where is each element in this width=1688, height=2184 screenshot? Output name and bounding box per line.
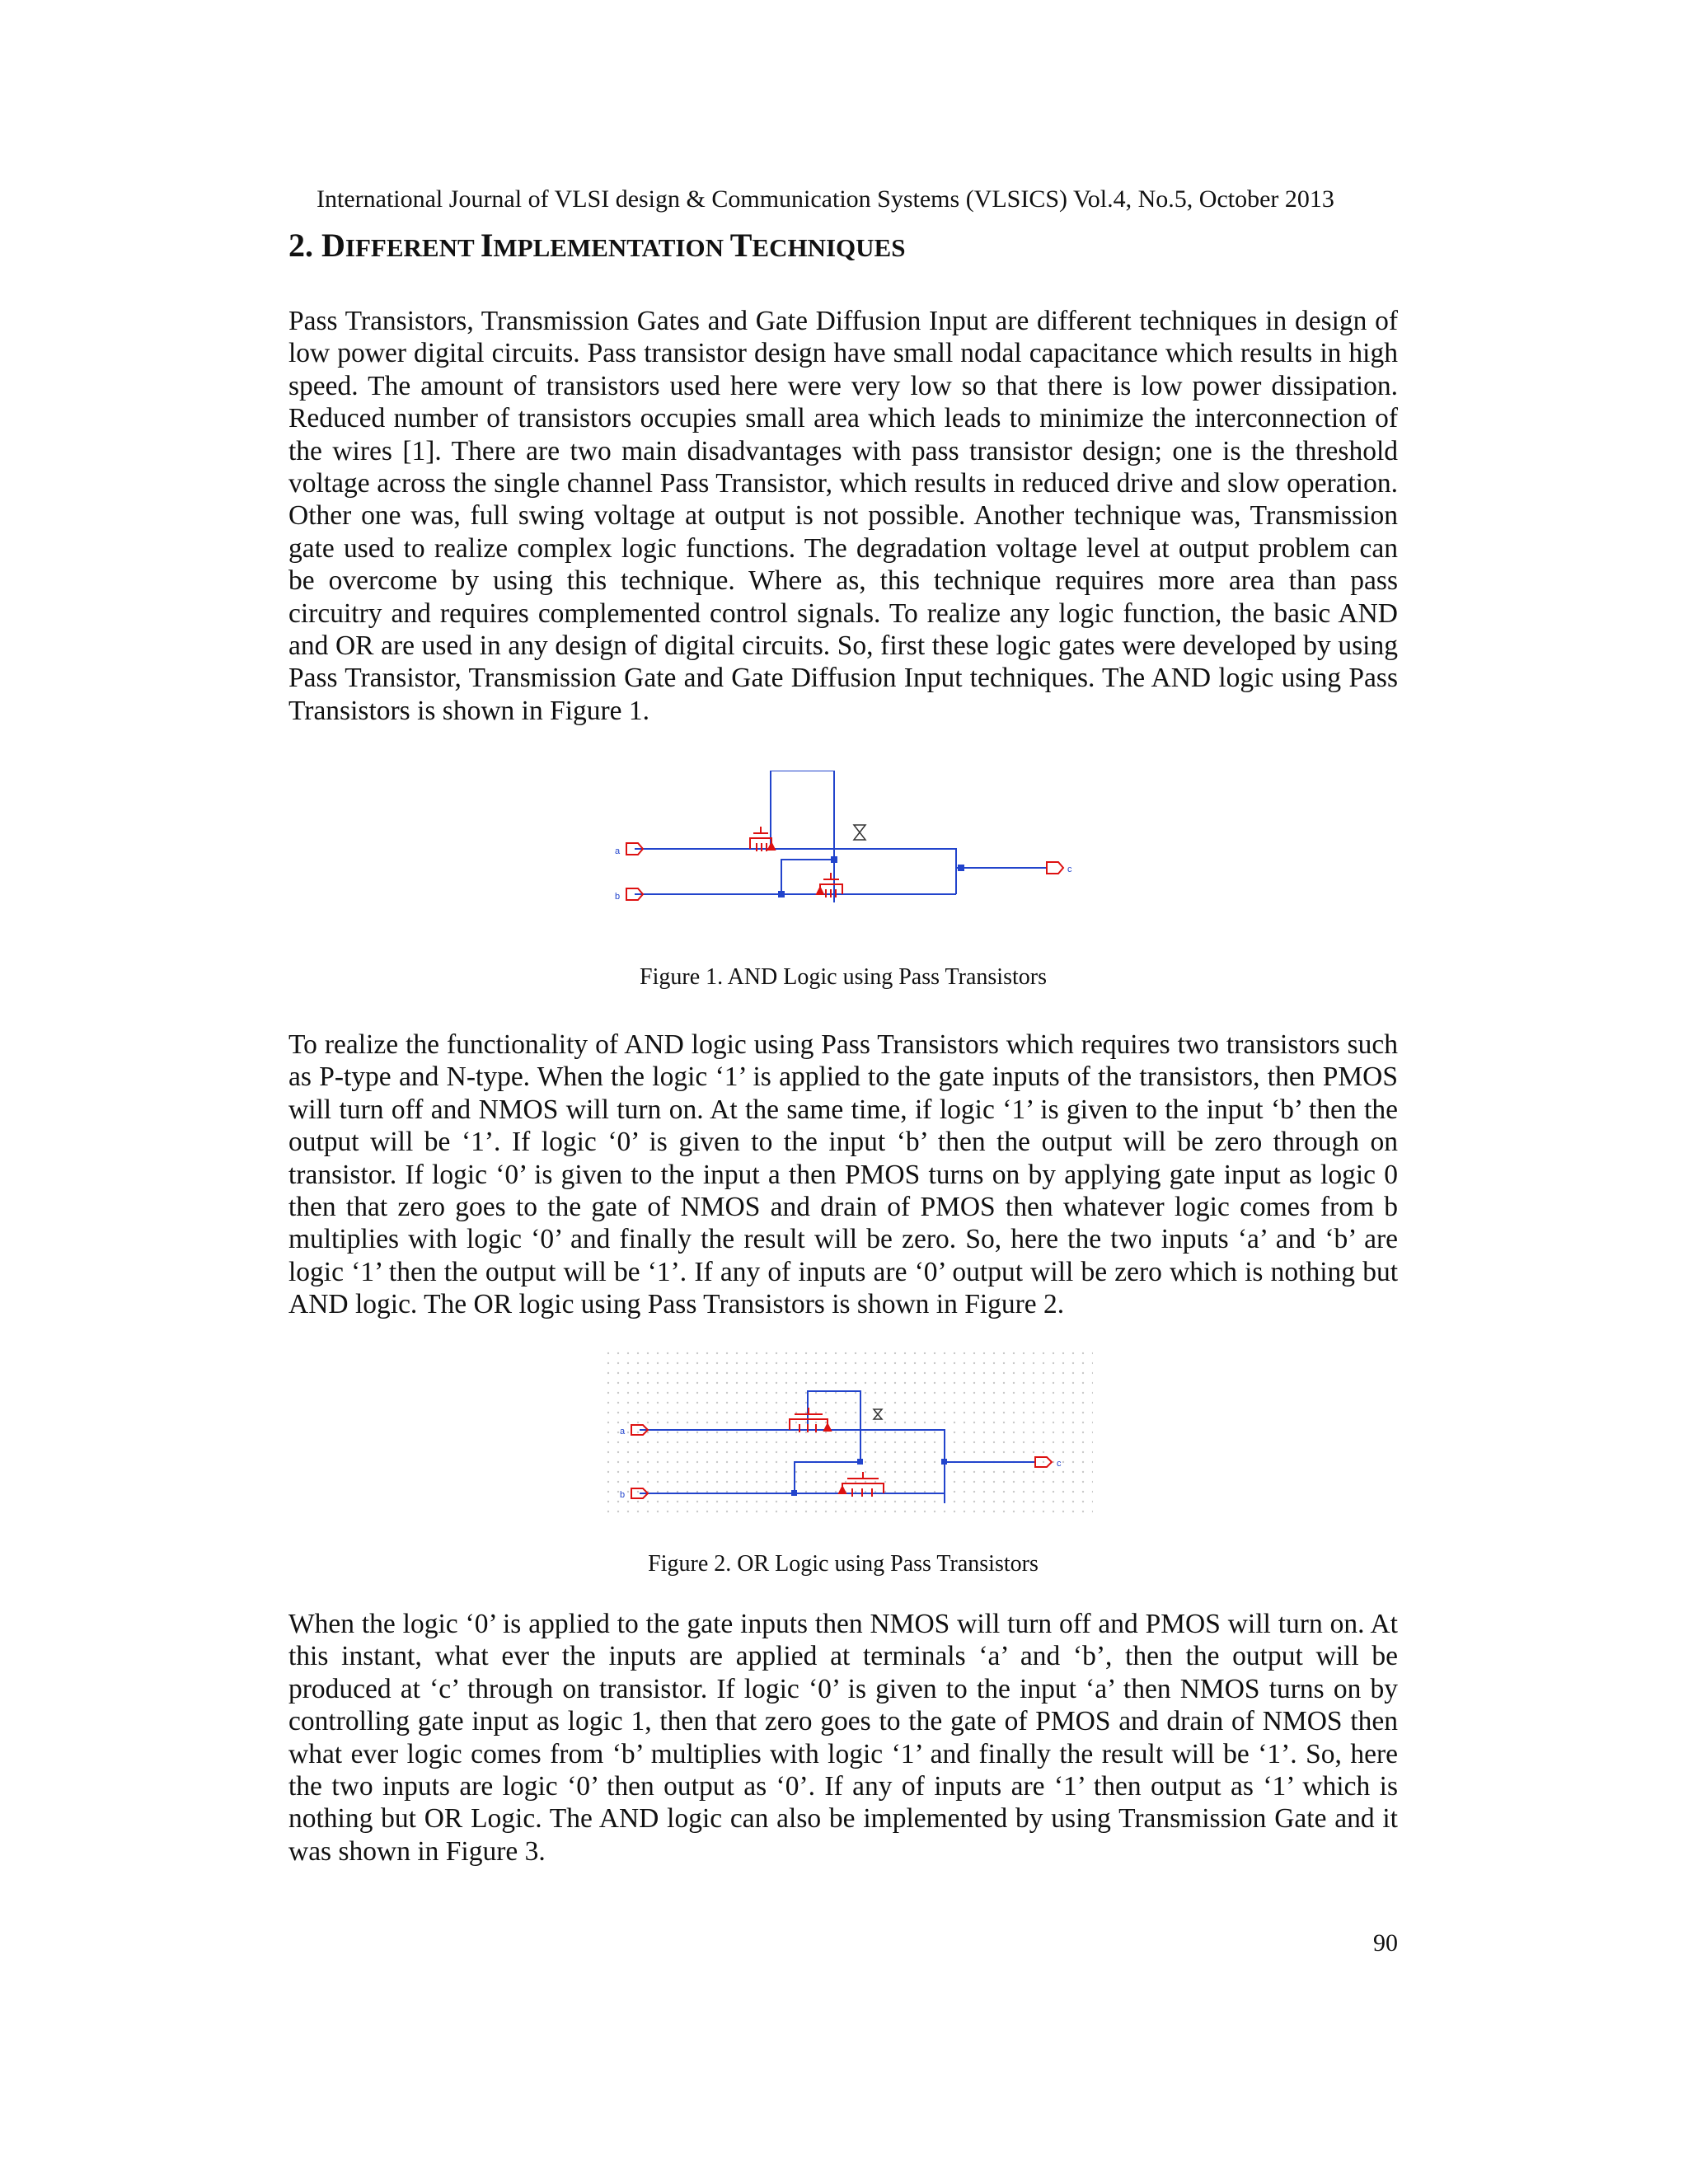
pin-label-b: b <box>615 892 621 902</box>
junction-dot <box>831 856 837 863</box>
page-number: 90 <box>1373 1929 1398 1957</box>
wire-loop <box>771 771 834 902</box>
pin-label-c: c <box>1067 865 1072 874</box>
pin-label-a: a <box>615 846 621 856</box>
figure-2-caption: Figure 2. OR Logic using Pass Transistors <box>648 1551 1039 1577</box>
wire-gate <box>781 860 834 894</box>
junction-dot <box>941 1459 947 1465</box>
junction-dot <box>791 1490 797 1496</box>
body-paragraph: To realize the functionality of AND logic using Pass Transistors which requires two transistors such as P-type and N-type. When the logic ‘1’ is applied to the gate inputs of the transistors, then PMOS will turn off and NMOS will turn on. At the same time, if logic ‘1’ is given to the input ‘b’ then the output will be ‘1’. If logic ‘0’ is given to the input ‘b’ then the output will be zero through on transistor. If logic ‘0’ is given to the input a then PMOS turns on by applying gate input as logic 0 then that zero goes to the gate of NMOS and drain of PMOS then whatever logic comes from b multiplies with logic ‘0’ and finally the result will be zero. So, here the two inputs ‘a’ and ‘b’ are logic ‘1’ then the output will be ‘1’. If any of inputs are ‘0’ output will be zero which is nothing but AND logic. The OR logic using Pass Transistors is shown in Figure 2. <box>288 1029 1398 1320</box>
figure-1-caption: Figure 1. AND Logic using Pass Transistors <box>640 964 1047 990</box>
body-paragraph: When the logic ‘0’ is applied to the gate inputs then NMOS will turn off and PMOS will turn on. At this instant, what ever the inputs are applied at terminals ‘a’ and ‘b’, then the output will be produced at ‘c’ through on transistor. If logic ‘0’ is given to the input ‘a’ then NMOS turns on by controlling gate input as logic 1, then that zero goes to the gate of PMOS and drain of NMOS then what ever logic comes from ‘b’ multiplies with logic ‘1’ and finally the result will be ‘1’. So, here the two inputs are logic ‘0’ then output as ‘0’. If any of inputs are ‘1’ then output as ‘1’ which is nothing but OR Logic. The AND logic can also be implemented by using Transmission Gate and it was shown in Figure 3. <box>288 1609 1398 1867</box>
running-header: International Journal of VLSI design & Communication Systems (VLSICS) Vol.4, No.5, October 2013 <box>316 185 1334 213</box>
output-pin-c <box>1047 862 1063 874</box>
section-number: 2. <box>288 227 321 264</box>
pin-label-b: b <box>620 1490 626 1500</box>
junction-dot <box>958 865 964 871</box>
schematic-grid <box>607 1352 1093 1516</box>
section-title: 2. DIFFERENT IMPLEMENTATION TECHNIQUES <box>288 227 906 264</box>
figure-1-schematic <box>610 771 1088 919</box>
body-paragraph: Pass Transistors, Transmission Gates and Gate Diffusion Input are different techniques in design of low power digital circuits. Pass transistor design have small nodal capacitance which results in high speed. The amount of transistors used here were very low so that there is low power dissipation. Reduced number of transistors occupies small area which leads to minimize the interconnection of the wires [1]. There are two main disadvantages with pass transistor design; one is the threshold voltage across the single channel Pass Transistor, which results in reduced drive and slow operation. Other one was, full swing voltage at output is not possible. Another technique was, Transmission gate used to realize complex logic functions. The degradation voltage level at output problem can be overcome by using this technique. Where as, this technique requires more area than pass circuitry and requires complemented control signals. To realize any logic function, the basic AND and OR are used in any design of digital circuits. So, first these logic gates were developed by using Pass Transistor, Transmission Gate and Gate Diffusion Input techniques. The AND logic using Pass Transistors is shown in Figure 1. <box>288 306 1398 726</box>
pin-label-c: c <box>1057 1459 1062 1469</box>
wire-node-bus <box>834 849 956 894</box>
junction-dot <box>778 891 785 898</box>
probe-marker <box>854 825 865 840</box>
pin-label-a: a <box>620 1427 626 1436</box>
junction-dot <box>857 1459 863 1465</box>
figure-2-schematic <box>607 1352 1093 1516</box>
